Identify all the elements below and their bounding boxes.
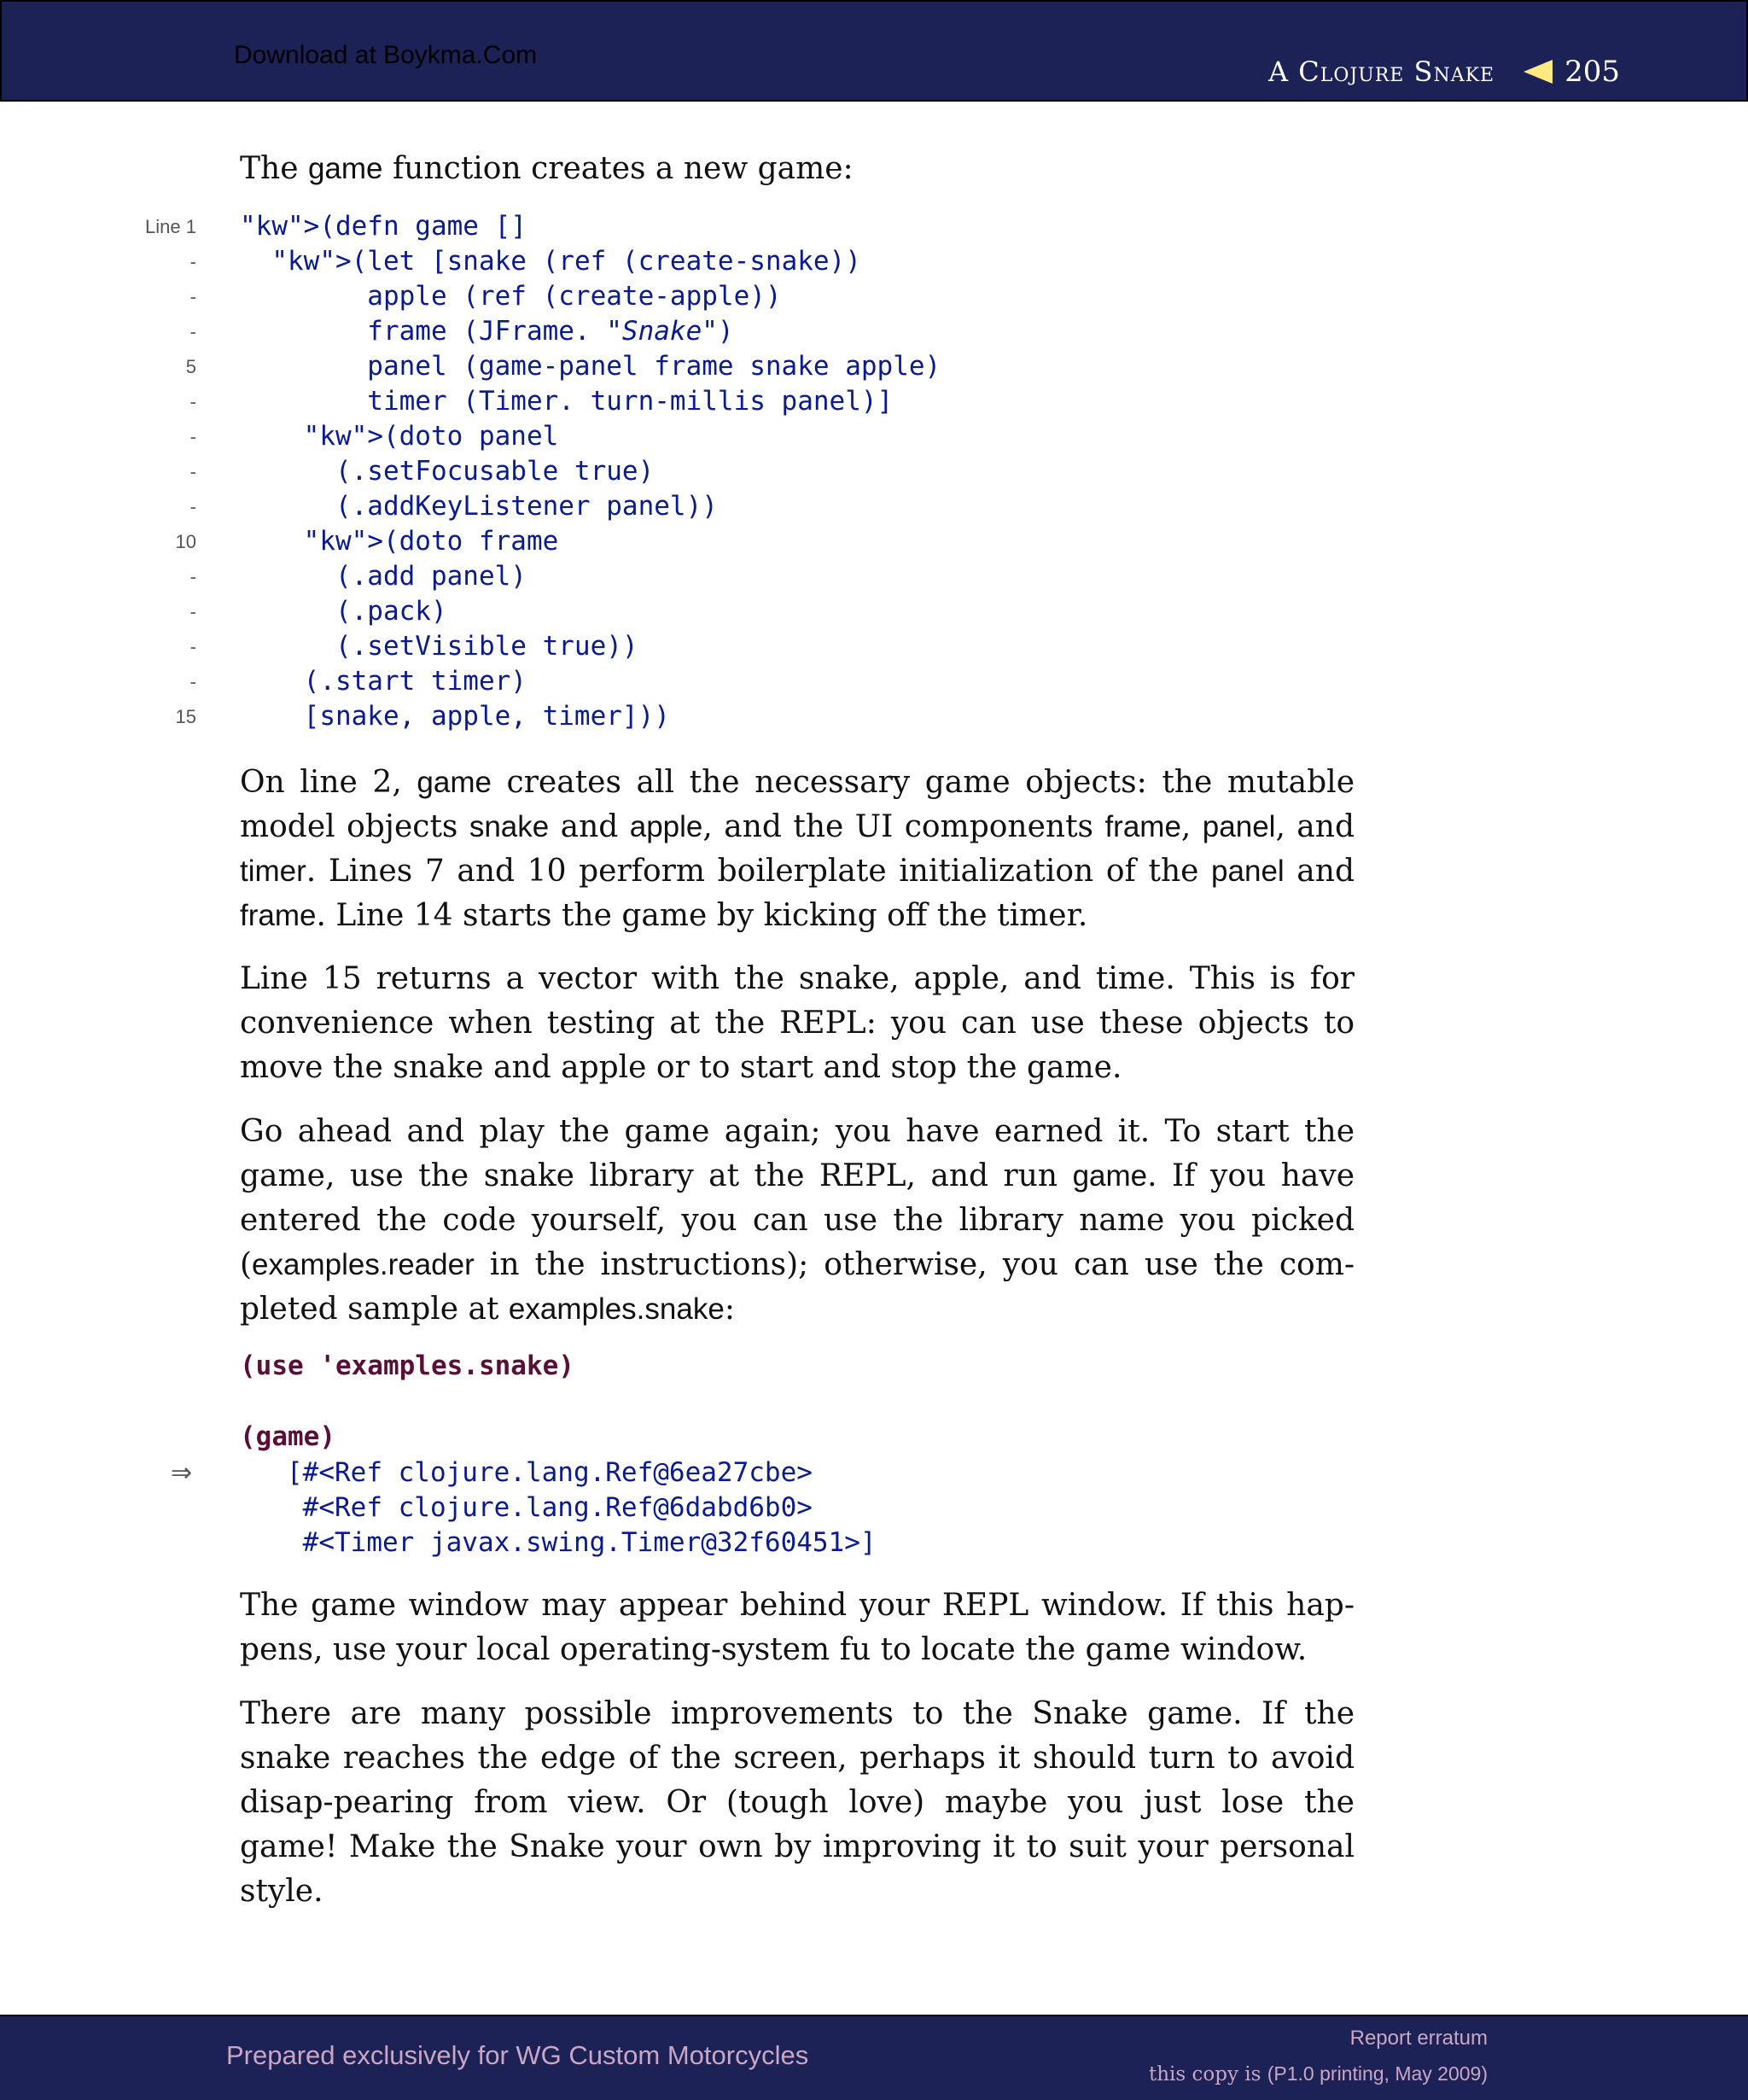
line-number: - xyxy=(189,251,196,272)
body-paragraph-4: The game window may appear behind your REPL window. If this hap-pens, use your local operating-system fu to locate the game window. xyxy=(240,1588,1355,1667)
report-erratum-link[interactable]: Report erratum xyxy=(1349,2027,1488,2050)
repl-use-command: (use 'examples.snake) xyxy=(240,1350,574,1381)
inline-code: game xyxy=(307,152,383,185)
line-number: - xyxy=(189,496,196,517)
code-line: (.setVisible true)) xyxy=(240,631,638,662)
line-label: Line 1 xyxy=(145,216,196,237)
code-line: "kw">(doto frame xyxy=(303,526,559,557)
code-line: panel (game-panel frame snake apple) xyxy=(240,351,941,382)
line-number: 10 xyxy=(175,531,196,552)
line-number: - xyxy=(189,391,196,412)
page-header xyxy=(0,0,1748,102)
code-line: (.add panel) xyxy=(240,561,527,592)
code-line: (.setFocusable true) xyxy=(240,456,655,487)
code-line: (.addKeyListener panel)) xyxy=(240,491,718,522)
page-number: 205 xyxy=(1564,55,1620,89)
code-line: (.start timer) xyxy=(240,666,527,697)
intro-paragraph: The game function creates a new game: xyxy=(240,151,854,186)
repl-game-command: (game) xyxy=(240,1421,335,1452)
page-footer xyxy=(0,2015,1748,2100)
line-number: 15 xyxy=(175,706,196,727)
line-number: - xyxy=(189,601,196,622)
code-line: (.pack) xyxy=(240,596,447,627)
line-number: - xyxy=(189,636,196,657)
code-line: [snake, apple, timer])) xyxy=(240,701,670,732)
line-number: - xyxy=(189,671,196,692)
download-watermark: Download at Boykma.Com xyxy=(234,41,538,69)
line-number: - xyxy=(189,286,196,307)
code-line: frame (JFrame. "Snake") xyxy=(240,316,734,347)
line-number: 5 xyxy=(185,356,196,377)
line-number: - xyxy=(189,321,196,342)
body-paragraph-2: Line 15 returns a vector with the snake, apple, and time. This is for convenience when testing at the REPL: you can use these objects to move the snake and apple or to start and stop the game. xyxy=(240,961,1355,1085)
copy-info: this copy is (P1.0 printing, May 2009) xyxy=(1148,2062,1488,2085)
code-line: timer (Timer. turn-millis panel)] xyxy=(240,386,894,417)
body-paragraph-5: There are many possible improvements to the Snake game. If the snake reaches the edge of the screen, perhaps it should turn to avoid disap-pearing from view. Or (tough love) maybe you just lose the game! Make the Snake your own by improving it to suit your personal style. xyxy=(240,1696,1355,1909)
repl-output-line: #<Timer javax.swing.Timer@32f60451>] xyxy=(287,1527,877,1558)
repl-output-line: [#<Ref clojure.lang.Ref@6ea27cbe> xyxy=(287,1457,813,1488)
code-line: "kw">(doto panel xyxy=(303,421,559,452)
code-line: "kw">(let [snake (ref (create-snake)) xyxy=(271,246,861,277)
line-number: - xyxy=(189,426,196,447)
chapter-title: A Clojure Snake xyxy=(1267,55,1495,88)
code-line: "kw">(defn game [] xyxy=(240,211,527,242)
body-paragraph-1: On line 2, game creates all the necessary game objects: the mutable model objects snake and apple, and the UI components frame, panel, and timer. Lines 7 and 10 perform boilerplate initialization of the panel and frame. Line 14 starts the game by kicking off the timer. xyxy=(240,765,1355,933)
line-number: - xyxy=(189,566,196,587)
back-arrow-icon[interactable] xyxy=(1524,60,1553,84)
result-arrow-icon: ⇒ xyxy=(171,1458,193,1488)
code-line: apple (ref (create-apple)) xyxy=(240,281,782,312)
body-paragraph-3: Go ahead and play the game again; you have earned it. To start the game, use the snake library at the REPL, and run game. If you have entered the code yourself, you can use the library name you picked (examples.reader in the instructions); otherwise, you can use the com-pleted sample at examples.snake: xyxy=(240,1114,1355,1327)
repl-output-line: #<Ref clojure.lang.Ref@6dabd6b0> xyxy=(287,1492,813,1523)
prepared-for-text: Prepared exclusively for WG Custom Motorcycles xyxy=(226,2040,809,2070)
line-number: - xyxy=(189,461,196,482)
running-head xyxy=(1268,55,1620,89)
